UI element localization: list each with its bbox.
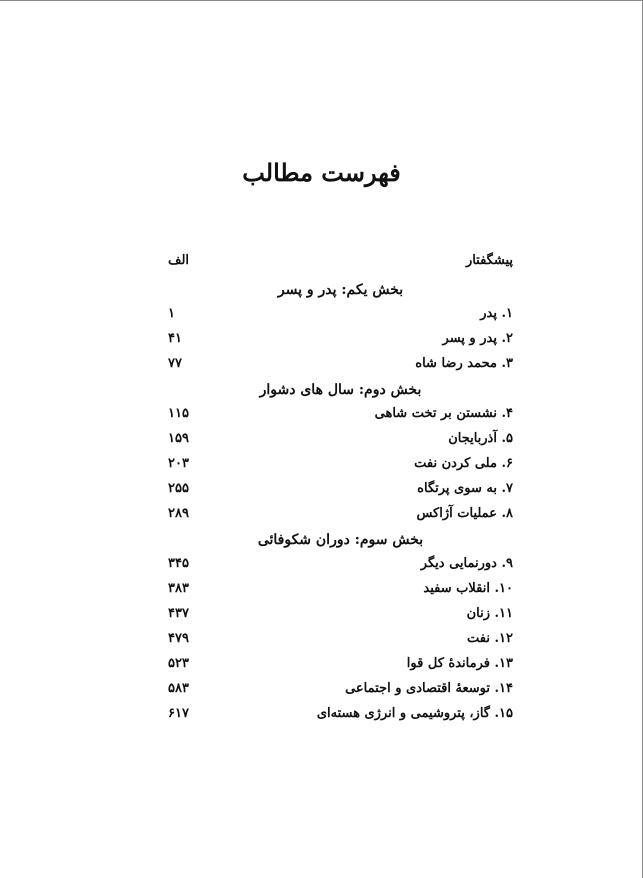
part-heading-row (168, 278, 513, 303)
toc-entry-label: ۱۲. نفت (467, 631, 513, 646)
toc-page-number: ۱۵۹ (168, 431, 189, 446)
toc-entry (168, 628, 513, 653)
toc-entry-label: ۲. پدر و پسر (442, 331, 513, 346)
toc-entry-label: ۱۴. توسعهٔ اقتصادی و اجتماعی (345, 681, 513, 696)
toc-entry-label: ۱۱. زنان (466, 606, 513, 621)
toc-entry-label: پیشگفتار (465, 253, 513, 268)
toc-entry (168, 653, 513, 678)
toc-page-number: ۱ (168, 306, 175, 321)
toc-entry (168, 578, 513, 603)
part-heading-row (168, 378, 513, 403)
toc-entry (168, 478, 513, 503)
toc-page-number: ۲۰۳ (168, 456, 189, 471)
toc-entry-label: ۱۵. گاز، پتروشیمی و انرژی هسته‌ای (316, 706, 513, 721)
toc-entry-label: ۵. آذربایجان (448, 431, 513, 446)
part-heading-2: بخش دوم: سال های دشوار (259, 382, 422, 398)
toc-entry (168, 303, 513, 328)
table-of-contents (168, 250, 513, 728)
toc-page-number: ۳۸۳ (168, 581, 189, 596)
toc-entry (168, 678, 513, 703)
toc-entry (168, 428, 513, 453)
toc-page-number: ۱۱۵ (168, 406, 189, 421)
toc-entry-label: ۹. دورنمایی دیگر (420, 556, 513, 571)
toc-page-number: ۴۳۷ (168, 606, 189, 621)
toc-entry (168, 603, 513, 628)
toc-entry (168, 353, 513, 378)
toc-entry (168, 553, 513, 578)
part-heading-row (168, 528, 513, 553)
part-heading-3: بخش سوم: دوران شکوفائی (257, 532, 424, 548)
toc-page-number: ۳۴۵ (168, 556, 189, 571)
page-title: فهرست مطالب (242, 158, 401, 187)
toc-page-number: ۷۷ (168, 356, 182, 371)
toc-entry-label: ۸. عملیات آژاکس (416, 506, 513, 521)
toc-page-number: ۲۵۵ (168, 481, 189, 496)
toc-entry-label: ۴. نشستن بر تخت شاهی (374, 406, 513, 421)
toc-page-number: ۵۸۳ (168, 681, 189, 696)
toc-entry-preface (168, 250, 513, 278)
toc-page-number: ۴۱ (168, 331, 182, 346)
toc-page-number: ۶۱۷ (168, 706, 189, 721)
part-heading-1: بخش یکم: پدر و پسر (277, 282, 404, 298)
toc-entry-label: ۳. محمد رضا شاه (415, 356, 513, 371)
toc-page-number: ۴۷۹ (168, 631, 189, 646)
toc-entry-label: ۱. پدر (480, 306, 513, 321)
toc-entry-label: ۱۰. انقلاب سفید (423, 581, 513, 596)
toc-entry (168, 328, 513, 353)
toc-entry (168, 453, 513, 478)
toc-entry (168, 403, 513, 428)
toc-entry-label: ۷. به سوی پرتگاه (417, 481, 513, 496)
toc-entry (168, 503, 513, 528)
toc-page-number: ۲۸۹ (168, 506, 189, 521)
toc-page-number: الف (168, 253, 190, 268)
toc-page-number: ۵۲۳ (168, 656, 189, 671)
toc-entry-label: ۶. ملی کردن نفت (414, 456, 513, 471)
toc-entry (168, 703, 513, 728)
toc-entry-label: ۱۳. فرماندهٔ کل قوا (406, 656, 513, 671)
